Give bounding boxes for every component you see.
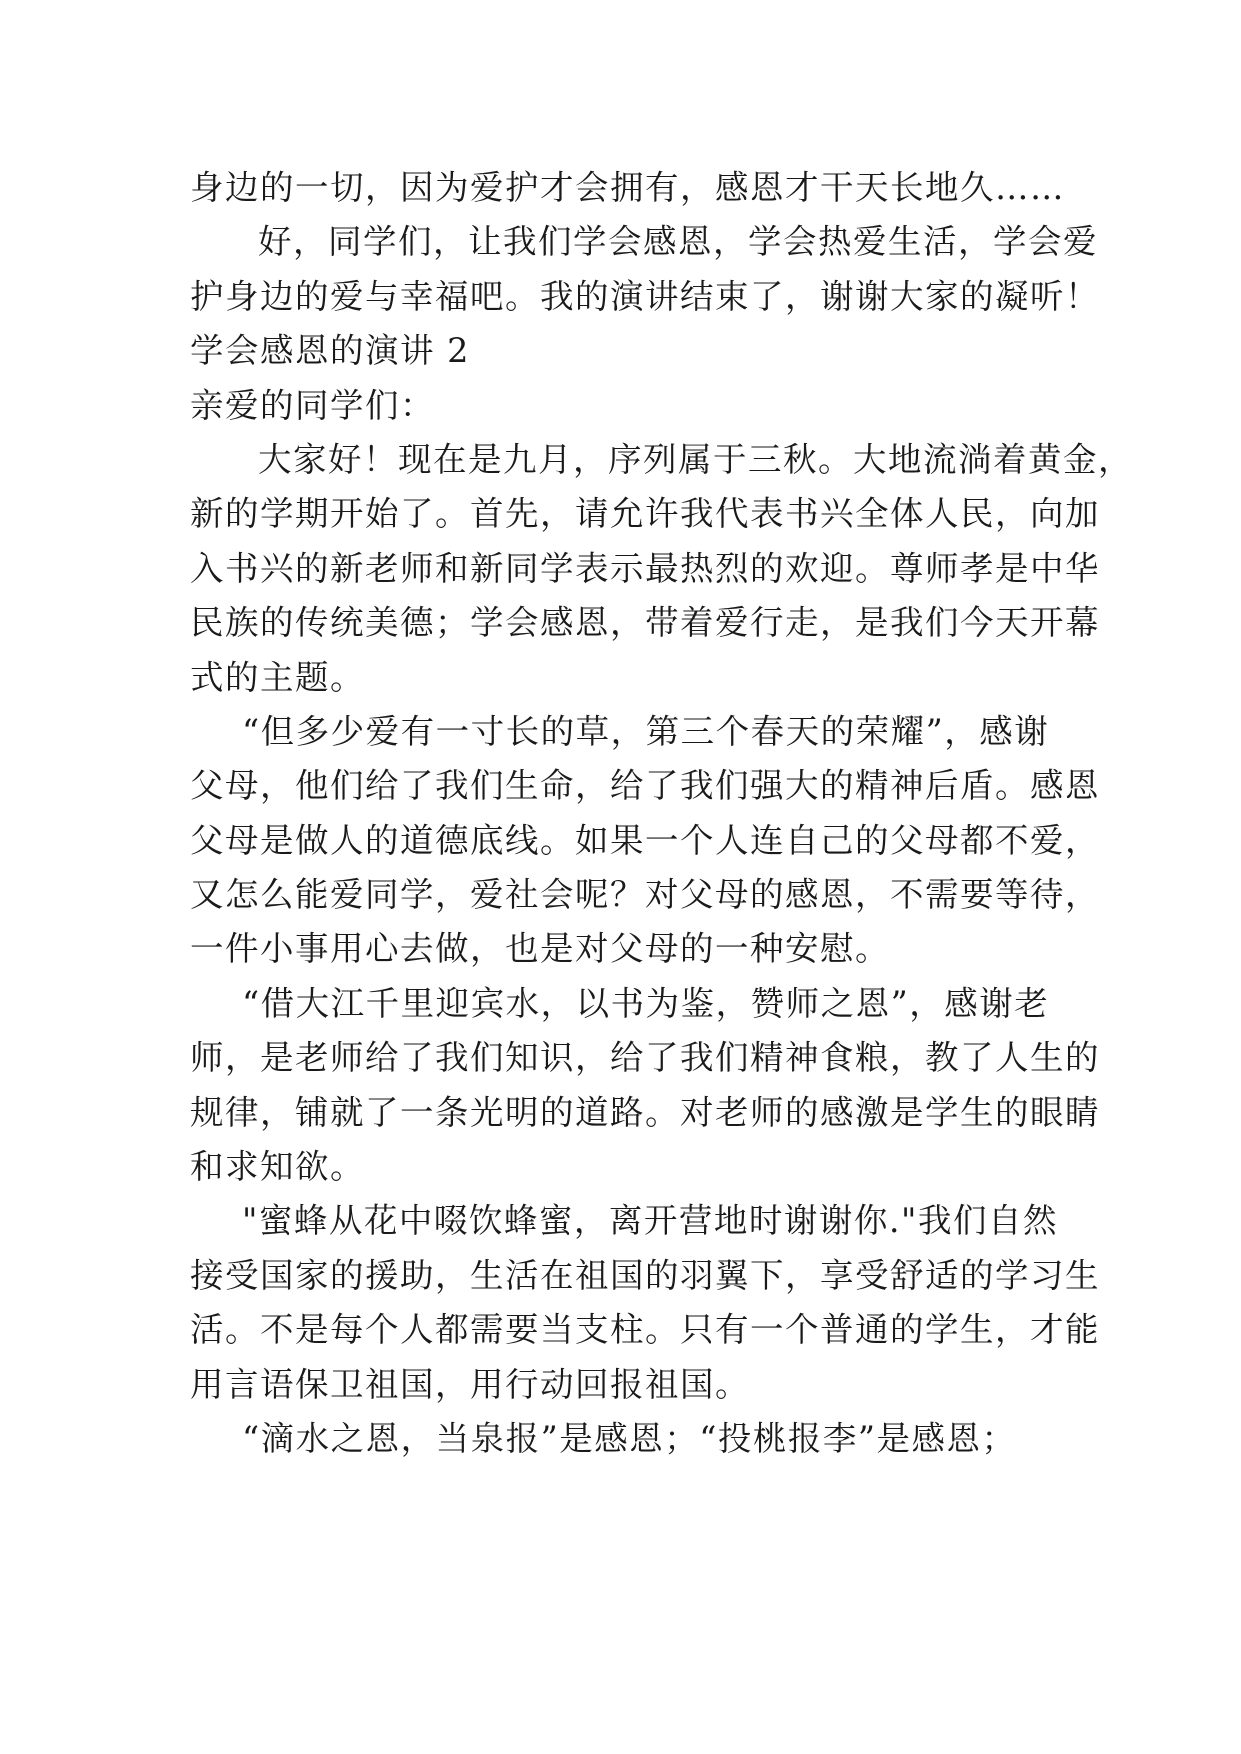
section-heading: 学会感恩的演讲 2 xyxy=(190,331,470,371)
text-line: 用言语保卫祖国，用行动回报祖国。 xyxy=(190,1364,750,1404)
text-line: 式的主题。 xyxy=(190,657,365,697)
text-line: 新的学期开始了。首先，请允许我代表书兴全体人民，向加 xyxy=(190,494,1100,534)
text-line: 大家好！现在是九月，序列属于三秋。大地流淌着黄金， xyxy=(258,439,1133,479)
text-line: 师，是老师给了我们知识，给了我们精神食粮，教了人生的 xyxy=(190,1038,1100,1078)
salutation: 亲爱的同学们： xyxy=(190,385,435,425)
text-line: 民族的传统美德；学会感恩，带着爱行走，是我们今天开幕 xyxy=(190,603,1100,643)
text-line: 好，同学们，让我们学会感恩，学会热爱生活，学会爱 xyxy=(258,222,1098,262)
text-line: 接受国家的援助，生活在祖国的羽翼下，享受舒适的学习生 xyxy=(190,1255,1100,1295)
text-line: 和求知欲。 xyxy=(190,1147,365,1187)
text-line: 护身边的爱与幸福吧。我的演讲结束了，谢谢大家的凝听！ xyxy=(190,276,1100,316)
document-body xyxy=(190,161,1133,1466)
text-line: “但多少爱有一寸长的草，第三个春天的荣耀”，感谢 xyxy=(242,711,1050,751)
text-line: “滴水之恩，当泉报”是感恩；“投桃报李”是感恩； xyxy=(242,1418,1017,1458)
text-line: 又怎么能爱同学，爱社会呢？对父母的感恩，不需要等待， xyxy=(190,875,1100,915)
text-line: 规律，铺就了一条光明的道路。对老师的感激是学生的眼睛 xyxy=(190,1092,1100,1132)
text-line: “借大江千里迎宾水，以书为鉴，赞师之恩”，感谢老 xyxy=(242,983,1050,1023)
text-line: 身边的一切，因为爱护才会拥有，感恩才干天长地久…… xyxy=(190,168,1065,207)
text-line: "蜜蜂从花中啜饮蜂蜜，离开营地时谢谢你."我们自然 xyxy=(242,1201,1058,1241)
text-line: 一件小事用心去做，也是对父母的一种安慰。 xyxy=(190,929,890,969)
text-line: 父母是做人的道德底线。如果一个人连自己的父母都不爱， xyxy=(190,820,1100,860)
text-line: 活。不是每个人都需要当支柱。只有一个普通的学生，才能 xyxy=(190,1310,1100,1350)
text-line: 父母，他们给了我们生命，给了我们强大的精神后盾。感恩 xyxy=(190,766,1100,806)
text-line: 入书兴的新老师和新同学表示最热烈的欢迎。尊师孝是中华 xyxy=(190,548,1100,588)
